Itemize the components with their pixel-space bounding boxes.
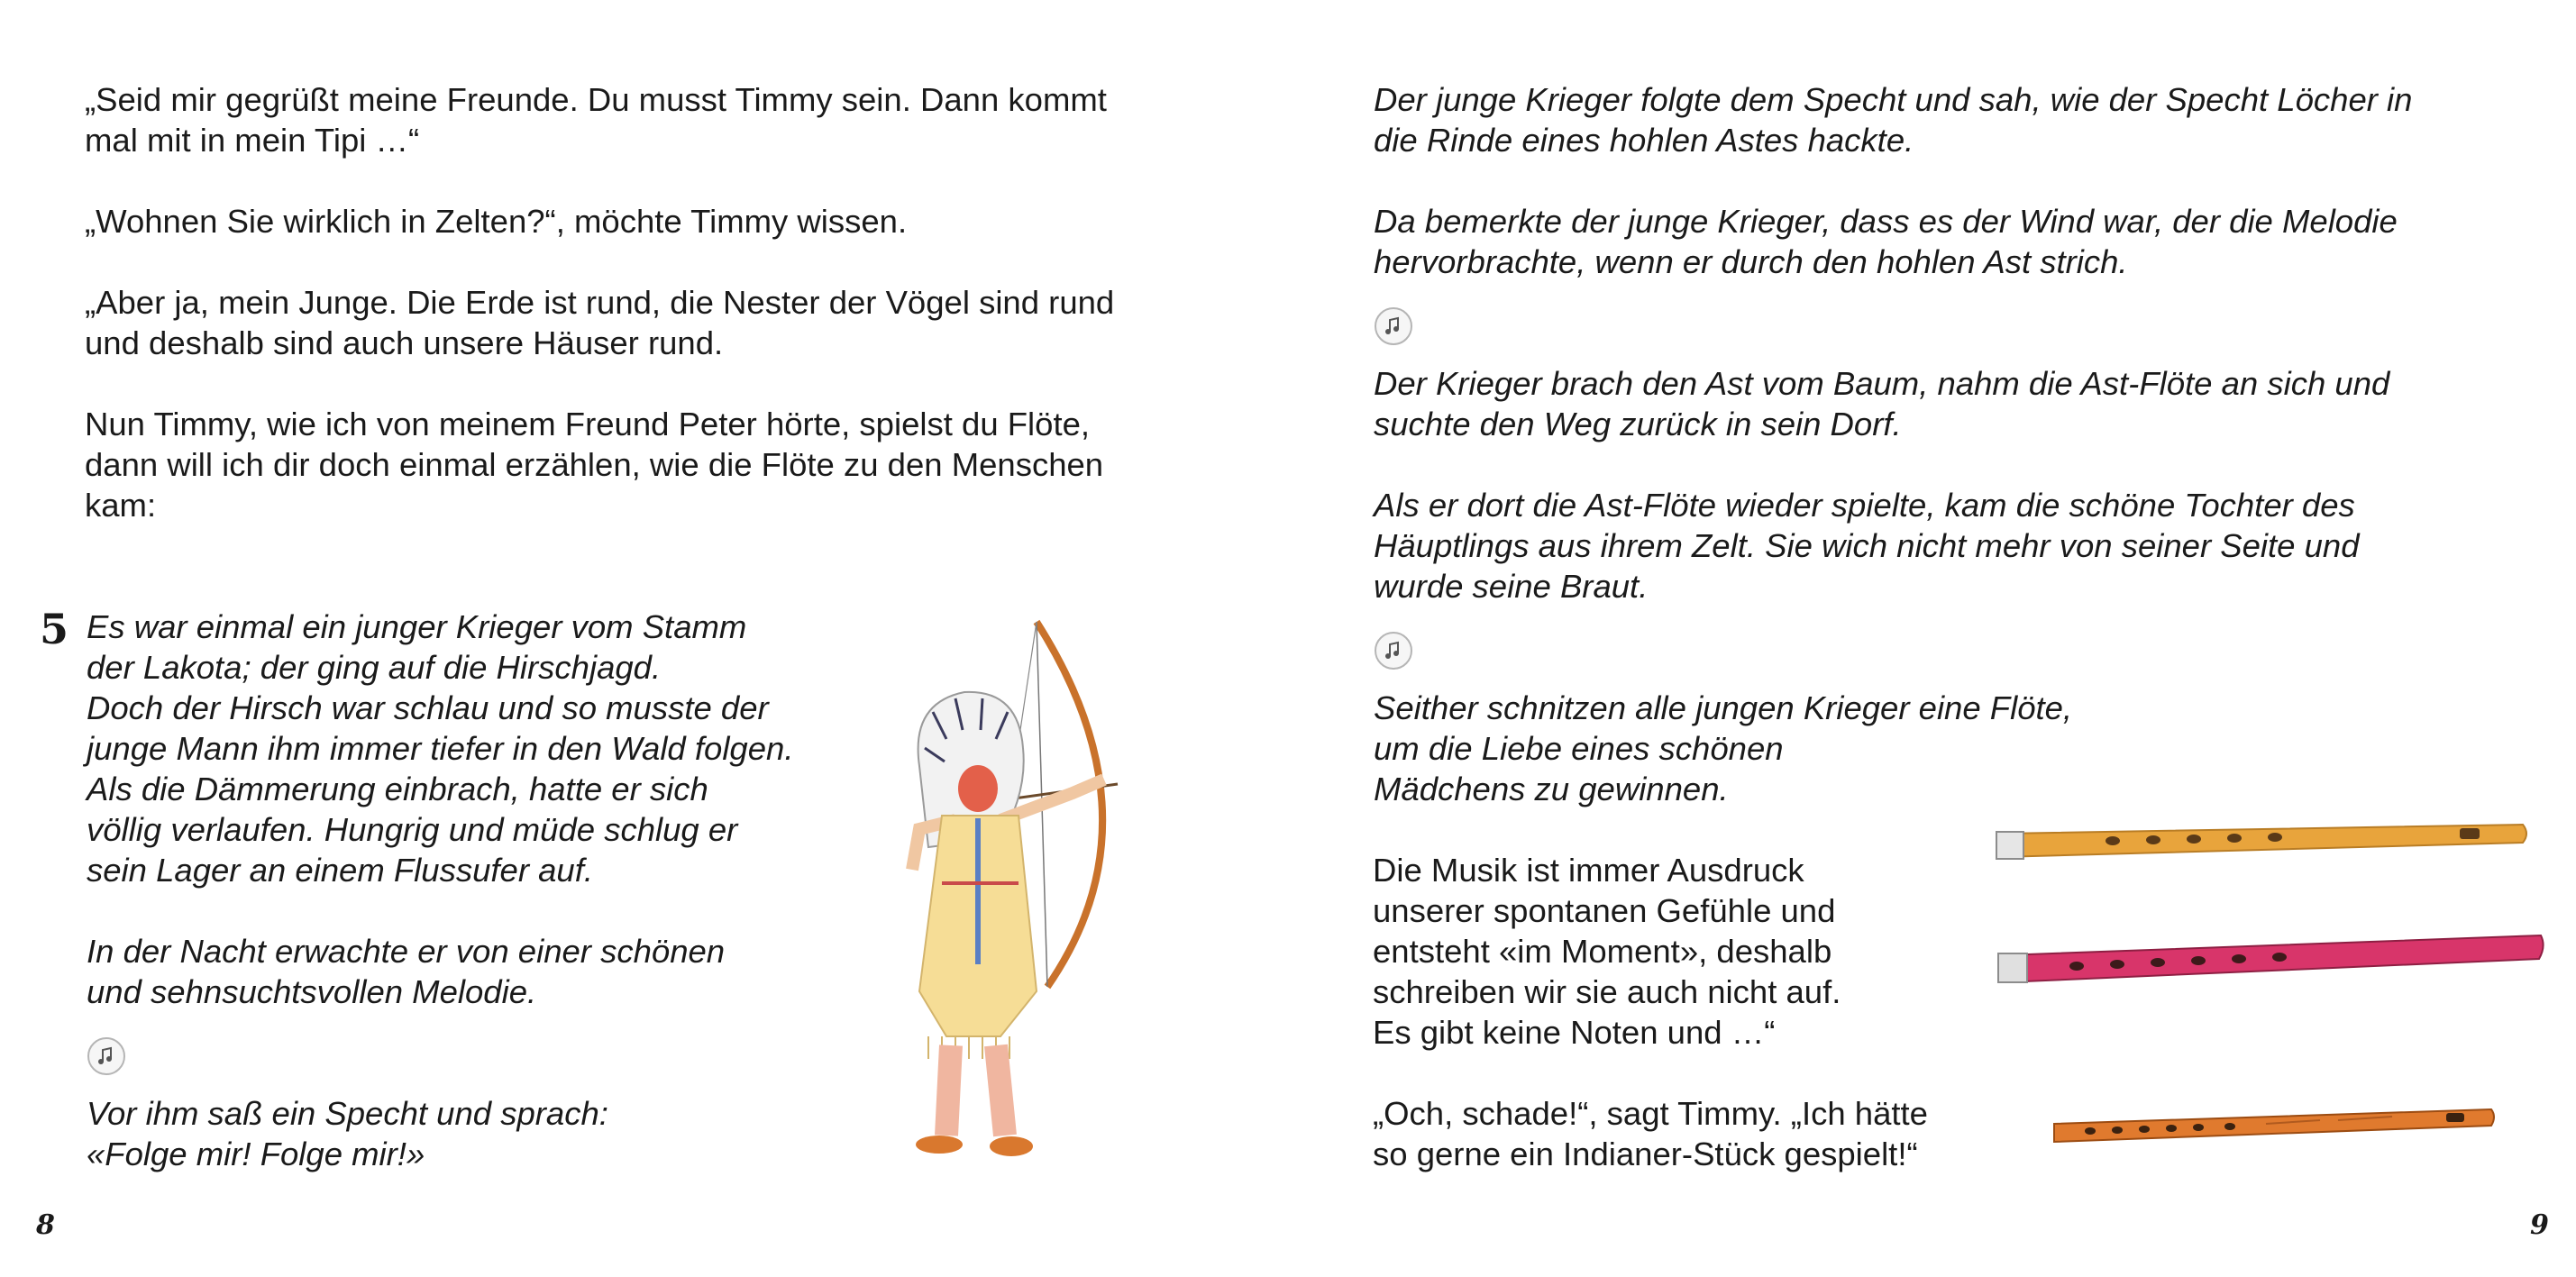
- wooden-flute-icon: [1991, 816, 2532, 865]
- story-paragraph-6: Der Krieger brach den Ast vom Baum, nahm die Ast-Flöte an sich und suchte den Weg zurück in sein Dorf.: [1374, 365, 2390, 442]
- story-paragraph-8: Seither schnitzen alle jungen Krieger eine Flöte, um die Liebe eines schönen Mädchens zu gewinnen.: [1374, 689, 2073, 807]
- chapter-number: 5: [40, 605, 69, 653]
- music-note-icon[interactable]: [87, 1036, 126, 1076]
- question-paragraph: „Wohnen Sie wirklich in Zelten?“, möchte Timmy wissen.: [85, 203, 908, 240]
- music-note-icon[interactable]: [1374, 306, 1413, 346]
- story-paragraph-5: Da bemerkte der junge Krieger, dass es der Wind war, der die Melodie hervorbrachte, wenn er durch den hohlen Ast strich.: [1374, 203, 2398, 280]
- story-paragraph-7: Als er dort die Ast-Flöte wieder spielte, kam die schöne Tochter des Häuptlings aus ihrem Zelt. Sie wich nicht mehr von seiner Seite und wurde seine Braut.: [1374, 487, 2360, 605]
- native-archer-illustration: [892, 613, 1154, 1172]
- answer-paragraph: „Aber ja, mein Junge. Die Erde ist rund, die Nester der Vögel sind rund und deshalb sind auch unsere Häuser rund.: [85, 284, 1115, 361]
- music-expression-paragraph: Die Musik ist immer Ausdruck unserer spontanen Gefühle und entsteht «im Moment», deshalb schreiben wir sie auch nicht auf. Es gibt keine Noten und …“: [1373, 852, 1841, 1051]
- page-number-left: 8: [36, 1209, 55, 1241]
- red-flute-icon: [1991, 928, 2550, 991]
- story-paragraph-1: Es war einmal ein junger Krieger vom Stamm der Lakota; der ging auf die Hirschjagd. Doch der Hirsch war schlau und so musste der junge Mann ihm immer tiefer in den Wald folgen. Als die Dämmerung einbrach, hatte er sich völlig verlaufen. Hungrig und müde schlug er sein Lager an einem Flussufer auf.: [87, 608, 794, 889]
- right-page: [1288, 0, 2576, 1277]
- story-paragraph-4: Der junge Krieger folgte dem Specht und sah, wie der Specht Löcher in die Rinde eines hohlen Astes hackte.: [1374, 81, 2413, 159]
- story-paragraph-3: Vor ihm saß ein Specht und sprach: «Folge mir! Folge mir!»: [87, 1095, 608, 1172]
- timmy-reply-paragraph: „Och, schade!“, sagt Timmy. „Ich hätte so gerne ein Indianer-Stück gespielt!“: [1373, 1095, 1928, 1172]
- music-note-icon[interactable]: [1374, 631, 1413, 670]
- greeting-paragraph: „Seid mir gegrüßt meine Freunde. Du musst Timmy sein. Dann kommt mal mit in mein Tipi …“: [85, 81, 1107, 159]
- orange-flute-icon: [2050, 1104, 2500, 1149]
- page-number-right: 9: [2530, 1209, 2549, 1241]
- intro-paragraph: Nun Timmy, wie ich von meinem Freund Peter hörte, spielst du Flöte, dann will ich dir doch einmal erzählen, wie die Flöte zu den Menschen kam:: [85, 406, 1104, 524]
- story-paragraph-2: In der Nacht erwachte er von einer schönen und sehnsuchtsvollen Melodie.: [87, 933, 726, 1010]
